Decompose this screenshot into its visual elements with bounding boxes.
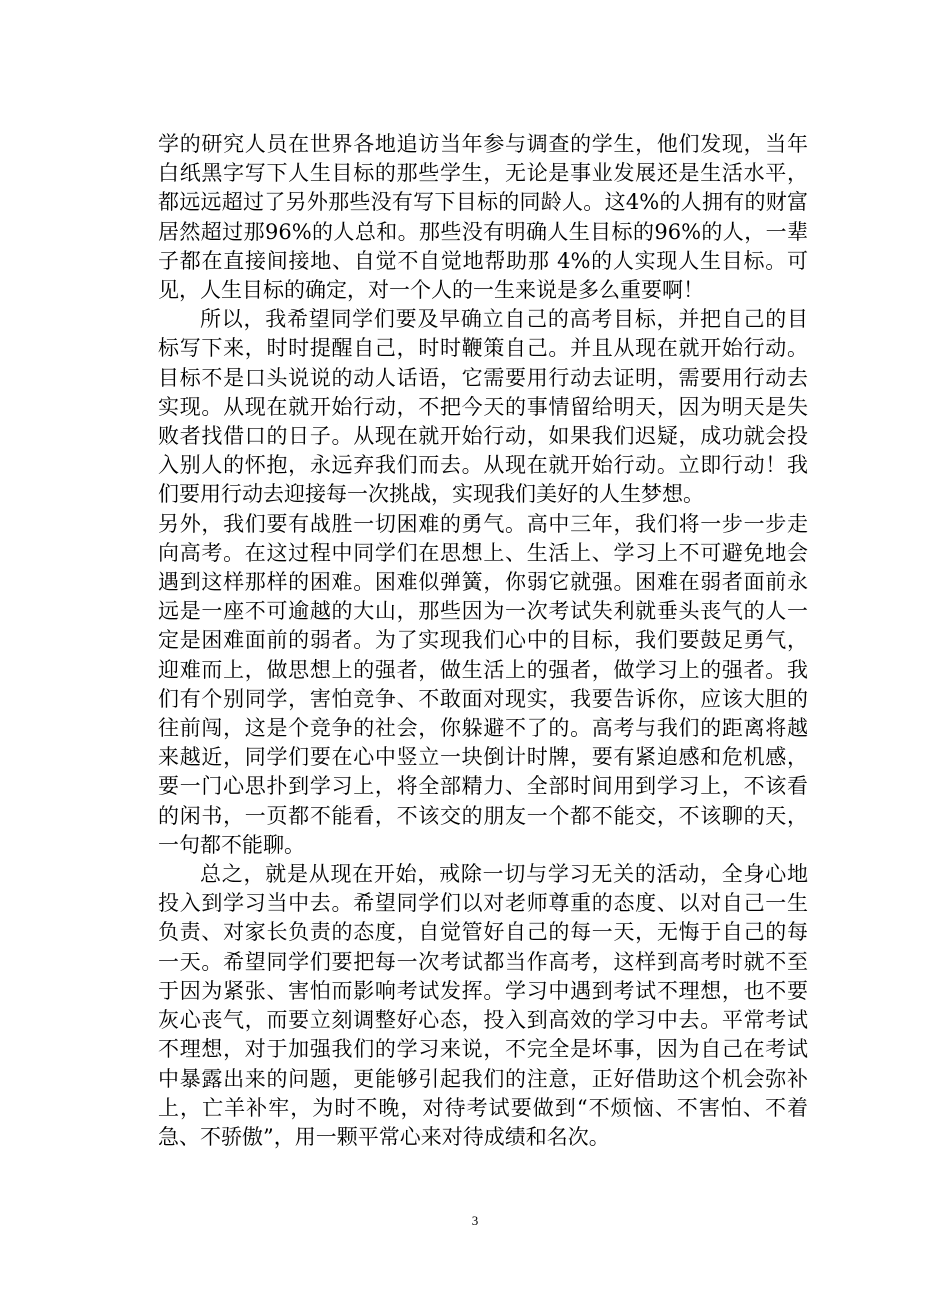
page-number: 3 bbox=[471, 1213, 479, 1228]
paragraph-1: 学的研究人员在世界各地追访当年参与调查的学生，他们发现，当年白纸黑字写下人生目标的那些学生，无论是事业发展还是生活水平，都远远超过了另外那些没有写下目标的同龄人。这4%的人拥有的财富居然超过那96%的人总和。那些没有明确人生目标的96%的人，一辈子都在直接间接地、自觉不自觉地帮助那 4%的人实现人生目标。可见，人生目标的确定，对一个人的一生来说是多么重要啊！ bbox=[158, 132, 808, 303]
paragraph-3: 另外，我们要有战胜一切困难的勇气。高中三年，我们将一步一步走向高考。在这过程中同学们在思想上、生活上、学习上不可避免地会遇到这样那样的困难。困难似弹簧，你弱它就强。困难在弱者面前永远是一座不可逾越的大山，那些因为一次考试失利就垂头丧气的人一定是困难面前的弱者。为了实现我们心中的目标，我们要鼓足勇气，迎难而上，做思想上的强者，做生活上的强者，做学习上的强者。我们有个别同学，害怕竞争、不敢面对现实，我要告诉你，应该大胆的往前闯，这是个竞争的社会，你躲避不了的。高考与我们的距离将越来越近，同学们要在心中竖立一块倒计时牌，要有紧迫感和危机感，要一门心思扑到学习上，将全部精力、全部时间用到学习上，不该看的闲书，一页都不能看，不该交的朋友一个都不能交，不该聊的天，一句都不能聊。 bbox=[158, 511, 808, 857]
document-body bbox=[158, 130, 808, 1152]
paragraph-4: 总之，就是从现在开始，戒除一切与学习无关的活动，全身心地投入到学习当中去。希望同学们以对老师尊重的态度、以对自己一生负责、对家长负责的态度，自觉管好自己的每一天，无悔于自己的每一天。希望同学们要把每一次考试都当作高考，这样到高考时就不至于因为紧张、害怕而影响考试发挥。学习中遇到考试不理想，也不要灰心丧气，而要立刻调整好心态，投入到高效的学习中去。平常考试不理想，对于加强我们的学习来说，不完全是坏事，因为自己在考试中暴露出来的问题，更能够引起我们的注意，正好借助这个机会弥补上，亡羊补牢，为时不晚，对待考试要做到“不烦恼、不害怕、不着急、不骄傲”，用一颗平常心来对待成绩和名次。 bbox=[158, 862, 808, 1149]
paragraph-2: 所以，我希望同学们要及早确立自己的高考目标，并把自己的目标写下来，时时提醒自己，时时鞭策自己。并且从现在就开始行动。目标不是口头说说的动人话语，它需要用行动去证明，需要用行动去实现。从现在就开始行动，不把今天的事情留给明天，因为明天是失败者找借口的日子。从现在就开始行动，如果我们迟疑，成功就会投入别人的怀抱，永远弃我们而去。从现在就开始行动。立即行动！我们要用行动去迎接每一次挑战，实现我们美好的人生梦想。 bbox=[158, 307, 808, 507]
